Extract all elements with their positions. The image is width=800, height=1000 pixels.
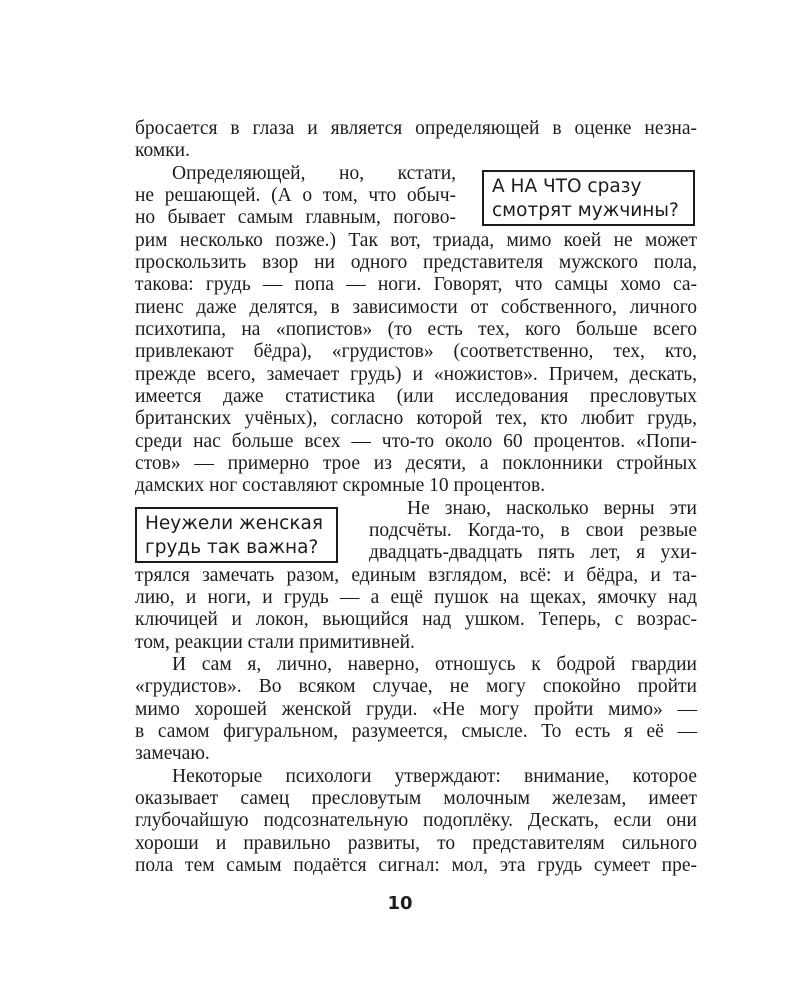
- text-line: хороши и правильно развиты, то представителям сильного: [135, 833, 697, 854]
- page-number: 10: [387, 893, 413, 914]
- text-line: лию, и ноги, и грудь — а ещё пушок на щеках, ямочку над: [135, 587, 697, 608]
- text-line: Определяющей, но, кстати,: [172, 163, 456, 184]
- text-line: в самом фигуральном, разумеется, смысле. То есть я её —: [135, 721, 697, 742]
- text-line: имеется даже статистика (или исследования пресловутых: [135, 386, 697, 407]
- text-line: пола тем самым подаётся сигнал: мол, эта грудь сумеет пре-: [135, 855, 697, 876]
- text-line: привлекают бёдра), «грудистов» (соответственно, тех, кто,: [135, 341, 697, 362]
- callout-line: грудь так важна?: [145, 537, 319, 558]
- text-line: глубочайшую подсознательную подоплёку. Дескать, если они: [135, 810, 697, 831]
- text-line: оказывает самец пресловутым молочным железам, имеет: [135, 788, 697, 809]
- text-line: том, реакции стали примитивней.: [135, 632, 415, 653]
- text-line: подсчёты. Когда-то, в свои резвые: [369, 520, 697, 541]
- text-line: дамских ног составляют скромные 10 процентов.: [135, 475, 546, 496]
- text-line: Не знаю, насколько верны эти: [407, 498, 697, 519]
- callout-line: смотрят мужчины?: [492, 200, 679, 221]
- text-line: британских учёных), согласно которой тех, кто любит грудь,: [135, 408, 697, 429]
- text-line: не решающей. (А о том, что обыч-: [135, 185, 456, 206]
- text-line: ключицей и локон, вьющийся над ушком. Теперь, с возрас-: [135, 609, 697, 630]
- callout-line: Неужели женская: [145, 513, 323, 534]
- text-line: замечаю.: [135, 743, 210, 764]
- sidebar-callout-question: [482, 170, 695, 226]
- text-line: И сам я, лично, наверно, отношусь к бодрой гвардии: [172, 654, 697, 675]
- text-line: комки.: [135, 140, 190, 161]
- text-line: трялся замечать разом, единым взглядом, всё: и бёдра, и та-: [135, 565, 697, 586]
- text-line: пиенс даже делятся, в зависимости от собственного, личного: [135, 297, 697, 318]
- text-line: Некоторые психологи утверждают: внимание, которое: [172, 766, 697, 787]
- text-line: двадцать-двадцать пять лет, я ухи-: [369, 542, 697, 563]
- text-line: проскользить взор ни одного представителя мужского пола,: [135, 252, 697, 273]
- text-line: прежде всего, замечает грудь) и «ножистов». Причем, дескать,: [135, 364, 697, 385]
- text-line: стов» — примерно трое из десяти, а поклонники стройных: [135, 453, 697, 474]
- text-line: «грудистов». Во всяком случае, не могу спокойно пройти: [135, 676, 697, 697]
- text-line: мимо хорошей женской груди. «Не могу пройти мимо» —: [135, 699, 697, 720]
- sidebar-callout-question: [135, 507, 338, 563]
- text-line: рим несколько позже.) Так вот, триада, мимо коей не может: [135, 230, 697, 251]
- text-line: среди нас больше всех — что-то около 60 процентов. «Попи-: [135, 431, 697, 452]
- text-line: бросается в глаза и является определяющей в оценке незна-: [135, 118, 697, 139]
- callout-line: А НА ЧТО сразу: [492, 176, 642, 197]
- text-line: но бывает самым главным, погово-: [135, 207, 456, 228]
- text-line: такова: грудь — попа — ноги. Говорят, что самцы хомо са-: [135, 274, 697, 295]
- text-line: психотипа, на «попистов» (то есть тех, кого больше всего: [135, 319, 697, 340]
